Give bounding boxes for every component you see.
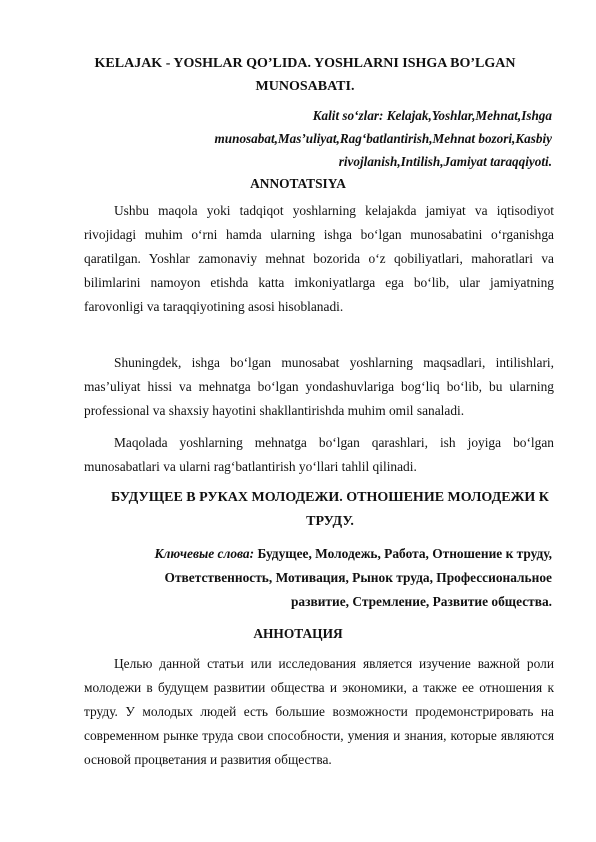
- ru-paragraph-1: Целью данной статьи или исследования является изучение важной роли молодежи в будущем развитии общества и экономики, а также ее отношения к труду. У молодых людей есть большие возможности продемонстрировать на современном рынке труда свои способности, умения и знания, которые являются основой процветания и развития общества.: [84, 656, 554, 767]
- ru-keywords: [112, 542, 552, 614]
- ru-keywords-label: Ключевые слова:: [154, 546, 255, 561]
- uz-article-title: KELAJAK - YOSHLAR QO’LIDA. YOSHLARNI ISHGA BO’LGAN MUNOSABATI.: [94, 56, 516, 94]
- uz-keywords: Kalit so‘zlar: Kelajak,Yoshlar,Mehnat,Ishga munosabat,Mas’uliyat,Rag‘batlantirish,Mehnat bozori,Kasbiy rivojlanish,Intilish,Jamiyat taraqqiyoti.: [214, 108, 552, 169]
- ru-keywords-text: Будущее, Молодежь, Работа, Отношение к труду, Ответственность, Мотивация, Рынок труда, Профессиональное развитие, Стремление, Развитие общества.: [164, 546, 552, 609]
- uz-paragraph-2: Shuningdek, ishga bo‘lgan munosabat yoshlarning maqsadlari, intilishlari, mas’uliyat hissi va mehnatga bo‘lgan yondashuvlariga bog‘liq bo‘lib, bu ularning professional va shaxsiy hayotini shakllantirishda muhim omil sanaladi.: [84, 355, 554, 418]
- ru-abstract-heading: АННОТАЦИЯ: [253, 626, 343, 641]
- uz-paragraph-1: Ushbu maqola yoki tadqiqot yoshlarning kelajakda jamiyat va iqtisodiyot rivojidagi muhim o‘rni hamda ularning ishga bo‘lgan munosabatini o‘rganishga qaratilgan. Yoshlar zamonaviy mehnat bozorida o‘z qobiliyatlari, mahoratlari va bilimlarini namoyon etishda katta imkoniyatlarga ega bo‘lib, ular jamiyatning farovonligi va taraqqiyotining asosi hisoblanadi.: [84, 203, 554, 314]
- uz-abstract-heading: ANNOTATSIYA: [250, 176, 346, 191]
- uz-paragraph-3: Maqolada yoshlarning mehnatga bo‘lgan qarashlari, ish joyiga bo‘lgan munosabatlari va ularni rag‘batlantirish yo‘llari tahlil qilinadi.: [84, 435, 554, 474]
- ru-article-title: БУДУЩЕЕ В РУКАХ МОЛОДЕЖИ. ОТНОШЕНИЕ МОЛОДЕЖИ К ТРУДУ.: [111, 490, 549, 529]
